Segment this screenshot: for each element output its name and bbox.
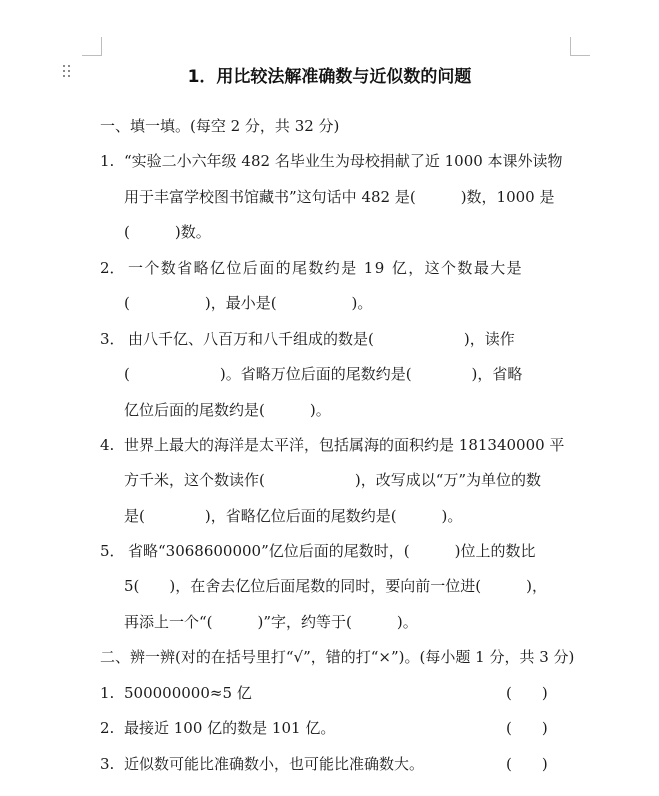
q1-line2: 用于丰富学校图书馆藏书”这句话中 482 是( )数，1000 是 [124,188,555,206]
judge-item-number: 2. [100,719,115,737]
q5-line2: 5( )，在舍去亿位后面尾数的同时，要向前一位进( )， [124,577,547,595]
q3-number: 3． [100,330,125,348]
page-title: 1．用比较法解准确数与近似数的问题 [187,67,472,87]
q4-number: 4. [100,436,115,454]
judge-item-answer-blank: ( ) [506,719,548,737]
q2-number: 2． [100,259,125,277]
section2-heading: 二、辨一辨(对的在括号里打“√”，错的打“×”)。(每小题 1 分，共 3 分) [100,648,575,666]
q2-line2: ( )，最小是( )。 [124,294,373,312]
q5-line3: 再添上一个“( )”字，约等于( )。 [124,613,418,631]
crop-mark-left-v [101,37,102,56]
crop-mark-left-h [82,55,101,56]
q3-line3: 亿位后面的尾数约是( )。 [124,401,331,419]
q5-line1: 省略“3068600000”亿位后面的尾数时，( )位上的数比 [128,542,536,560]
crop-mark-right-v [570,37,571,56]
judge-item-text: 500000000≈5 亿 [124,684,252,702]
section1-heading: 一、填一填。(每空 2 分，共 32 分) [100,117,340,135]
q4-line1: 世界上最大的海洋是太平洋，包括属海的面积约是 181340000 平 [124,436,565,454]
q5-number: 5． [100,542,125,560]
q1-number: 1. [100,152,115,170]
judge-item-answer-blank: ( ) [506,684,548,702]
q3-line2: ( )。省略万位后面的尾数约是( )，省略 [124,365,523,383]
q4-line2: 方千米，这个数读作( )，改写成以“万”为单位的数 [124,471,542,489]
q4-line3: 是( )，省略亿位后面的尾数约是( )。 [124,507,463,525]
judge-item-text: 最接近 100 亿的数是 101 亿。 [124,719,336,737]
crop-mark-right-h [571,55,590,56]
q1-line1: “实验二小六年级 482 名毕业生为母校捐献了近 1000 本课外读物 [124,152,563,170]
q1-line3: ( )数。 [124,223,211,241]
q3-line1: 由八千亿、八百万和八千组成的数是( )，读作 [128,330,515,348]
judge-item-answer-blank: ( ) [506,755,548,773]
q2-line1: 一个数省略亿位后面的尾数约是 19 亿，这个数最大是 [128,259,524,277]
judge-item-number: 1. [100,684,115,702]
judge-item-text: 近似数可能比准确数小，也可能比准确数大。 [124,755,425,773]
judge-item-number: 3. [100,755,115,773]
